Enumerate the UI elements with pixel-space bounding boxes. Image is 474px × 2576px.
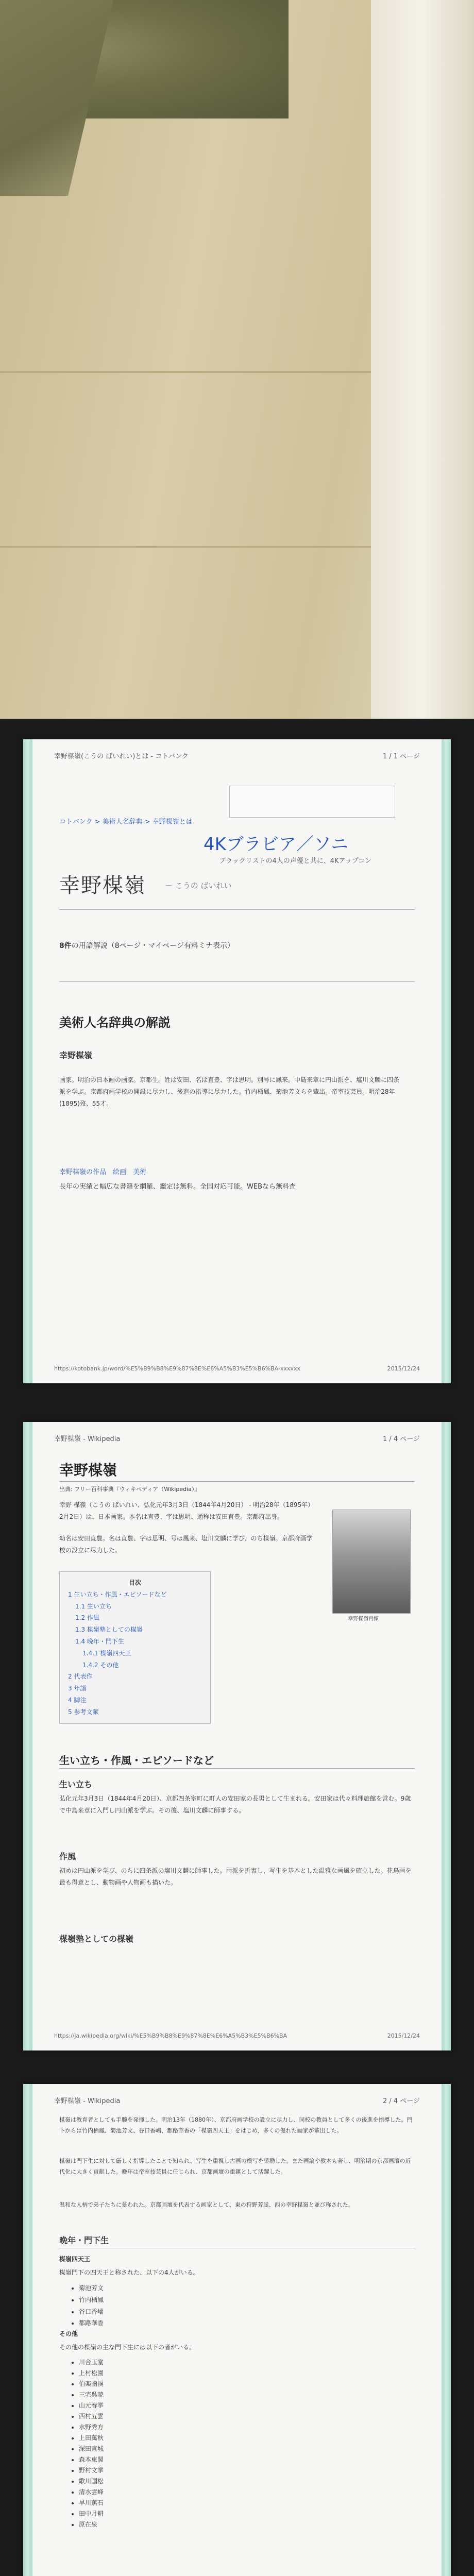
entry-reading: － こうの ばいれい: [165, 881, 232, 890]
list-item: • 三宅呉暁: [79, 2389, 104, 2400]
body-paragraph: 温和な人柄で弟子たちに慕われた。京都画壇を代表する画家として、東の狩野芳崖、西の幸野楳嶺と並び称された。: [59, 2201, 354, 2208]
body-paragraph: 楳嶺は教育者としても手腕を発揮した。明治13年（1880年）、京都府画学校の設立に尽力し、同校の教員として多くの後進を指導した。門下からは竹内栖鳳、菊池芳文、谷口香嶠、都路華香の「楳嶺四天王」をはじめ、多くの優れた画家が輩出した。: [59, 2116, 413, 2134]
list-item: • 山元春挙: [79, 2400, 104, 2411]
other-intro: その他の楳嶺の主な門下生には以下の者がいる。: [59, 2344, 196, 2351]
list-item: • 歌川国松: [79, 2476, 104, 2487]
document-photo-wikipedia-2: [0, 2066, 474, 2576]
footer-date: 2015/12/24: [387, 1365, 420, 1372]
list-item: • 菊池芳文: [79, 2282, 104, 2294]
footer-date: 2015/12/24: [387, 2032, 420, 2039]
document-photo-kotobank: [0, 719, 474, 1404]
style-text: 初めは円山派を学び、のちに四条派の塩川文麟に師事した。両派を折衷し、写生を基本とした温雅な画風を確立した。花鳥画を最も得意とし、動物画や人物画も描いた。: [59, 1867, 412, 1886]
scroll-border-strip: [371, 0, 474, 719]
article-intro: 幸野 楳嶺（こうの ばいれい、弘化元年3月3日（1844年4月20日） - 明治28年（1895年）2月2日）は、日本画家。本名は直豊、字は思明、通称は安田直豊。京都府出身。: [59, 1501, 314, 1520]
list-item: • 都路華香: [79, 2317, 104, 2329]
list-item: • 野村文挙: [79, 2465, 104, 2476]
clip-bar-left: [23, 1422, 32, 2050]
list-item: • 竹内栖鳳: [79, 2294, 104, 2306]
list-item: • 深田直城: [79, 2444, 104, 2454]
subsection-heading: 生い立ち: [59, 1780, 93, 1789]
article-source: 出典: フリー百科事典『ウィキペディア（Wikipedia）』: [59, 1486, 200, 1493]
toc-item: 1.4.2 その他: [82, 1661, 119, 1669]
others-list: [70, 2357, 104, 2530]
clip-bar-right: [442, 739, 451, 1383]
list-item: • 伯楽幽渓: [79, 2379, 104, 2389]
list-item: • 清水雲峰: [79, 2487, 104, 2498]
toc-box: [59, 1571, 211, 1724]
body-paragraph: 楳嶺は門下生に対して厳しく指導したことで知られ、写生を重視し古画の模写を奨励した。また画論や教本も著し、明治期の京都画壇の近代化に大きく貢献した。晩年は帝室技芸員に任じられ、京都画壇の重鎮として活躍した。: [59, 2158, 411, 2175]
subsection-title: 幸野楳嶺: [59, 1050, 93, 1060]
clip-bar-left: [23, 2084, 32, 2576]
four-intro: 楳嶺門下の四天王と称された、以下の4人がいる。: [59, 2269, 199, 2276]
subsection-heading: 作風: [59, 1852, 76, 1861]
portrait-caption: 幸野楳嶺肖像: [348, 1616, 379, 1622]
document-page: [23, 739, 451, 1383]
entry-body: 画家。明治の日本画の画家。京都生。姓は安田、名は直豊、字は思明。別号に鳳来。中島来章に円山派を、塩川文麟に四条派を学ぶ。京都府画学校の開設に尽力し、後進の指導に尽力した。竹内栖鳳、菊池芳文らを輩出。帝室技芸員。明治28年(1895)歿、55才。: [59, 1076, 400, 1107]
count-suffix: の用語解説（8ページ・マイページ有料ミナ表示）: [71, 942, 234, 950]
divider: [59, 1481, 415, 1482]
document-photo-wikipedia-1: [0, 1404, 474, 2066]
list-item: • 谷口香嶠: [79, 2306, 104, 2318]
toc-item: 1.4.1 楳嶺四天王: [82, 1649, 131, 1657]
list-item: • 川合玉堂: [79, 2357, 104, 2368]
article-intro-2: 幼名は安田直豊。名は直豊、字は思明、号は鳳来、塩川文麟に学び、のち楳嶺。京都府画学校の設立に尽力した。: [59, 1535, 313, 1554]
related-link: 幸野楳嶺の作品 絵画 美術: [59, 1168, 147, 1176]
document-page: [23, 2084, 451, 2576]
scroll-silk-photo: [0, 0, 474, 719]
footer-url: https://ja.wikipedia.org/wiki/%E5%B9%B8%E9%87%8E%E6%A5%B3%E5%B6%BA: [54, 2032, 287, 2039]
list-item: • 森本東閣: [79, 2454, 104, 2465]
toc-item: 1 生い立ち・作風・エピソードなど: [68, 1590, 167, 1598]
footer-url: https://kotobank.jp/word/%E5%B9%B8%E9%87%8E%E6%A5%B3%E5%B6%BA-xxxxxx: [54, 1365, 300, 1372]
document-page: [23, 1422, 451, 2050]
toc-item: 1.1 生い立ち: [75, 1602, 112, 1610]
breadcrumb: コトバンク > 美術人名辞典 > 幸野楳嶺とは: [59, 818, 193, 826]
divider: [59, 981, 415, 982]
ad-title: 4Kブラビア／ソニ: [204, 834, 349, 855]
toc-item: 5 参考文献: [68, 1708, 99, 1716]
list-item: • 早川蕉石: [79, 2498, 104, 2509]
toc-title: 目次: [128, 1579, 141, 1586]
article-title: 幸野楳嶺: [59, 1462, 117, 1479]
list-item: • 上村松園: [79, 2368, 104, 2379]
toc-item: 1.3 楳嶺塾としての楳嶺: [75, 1626, 143, 1634]
section-heading: 生い立ち・作風・エピソードなど: [59, 1754, 214, 1767]
page-header-right: 1 / 1 ページ: [382, 753, 420, 760]
portrait-photo: [332, 1510, 411, 1614]
toc-item: 3 年譜: [68, 1685, 87, 1692]
list-item: • 西村五雲: [79, 2411, 104, 2422]
clip-bar-left: [23, 739, 32, 1383]
section-title: 美術人名辞典の解説: [59, 1015, 171, 1030]
page-header-right: 2 / 4 ページ: [382, 2097, 420, 2105]
page-header-right: 1 / 4 ページ: [382, 1435, 420, 1443]
ad-footer-text: 長年の実績と幅広な書籍を網羅、鑑定は無料。全国対応可能。WEBなら無料査: [59, 1183, 296, 1191]
list-item: • 田中月耕: [79, 2509, 104, 2519]
entry-count: [59, 940, 234, 953]
subsection-heading: 楳嶺四天王: [59, 2256, 91, 2263]
birth-text: 弘化元年3月3日（1844年4月20日）、京都四条室町に町人の安田家の長男として生まれる。安田家は代々料理旅館を営む。9歳で中島来章に入門し円山派を学ぶ。その後、塩川文麟に師事する。: [59, 1795, 411, 1814]
clip-bar-right: [442, 2084, 451, 2576]
toc-item: 2 代表作: [68, 1673, 93, 1681]
toc-item: 1.4 晩年・門下生: [75, 1637, 124, 1645]
count-number: 8件: [59, 942, 72, 950]
toc-item: 1.2 作風: [75, 1614, 99, 1622]
divider: [59, 1768, 415, 1769]
ad-subtitle: ブラックリストの4人の声優と共に、4Kアップコン: [219, 857, 371, 865]
subsection-heading: その他: [59, 2330, 78, 2337]
subsection-heading: 晩年・門下生: [59, 2235, 109, 2245]
silk-fold: [0, 546, 371, 548]
list-item: • 原在泉: [79, 2519, 104, 2530]
page-header-left: 幸野楳嶺 - Wikipedia: [54, 2097, 121, 2105]
page-header-left: 幸野楳嶺(こうの ばいれい)とは - コトバンク: [54, 753, 189, 760]
toc-item: 4 脚注: [68, 1696, 87, 1704]
subsection-heading: 楳嶺塾としての楳嶺: [59, 1934, 134, 1944]
four-list: [70, 2282, 104, 2329]
clip-bar-right: [442, 1422, 451, 2050]
list-item: • 上田萬秋: [79, 2433, 104, 2444]
list-item: • 水野秀方: [79, 2422, 104, 2433]
entry-name: 幸野楳嶺: [59, 874, 146, 897]
divider: [59, 909, 415, 910]
search-box: [229, 786, 395, 818]
page-header-left: 幸野楳嶺 - Wikipedia: [54, 1435, 121, 1443]
silk-fold: [0, 371, 371, 373]
